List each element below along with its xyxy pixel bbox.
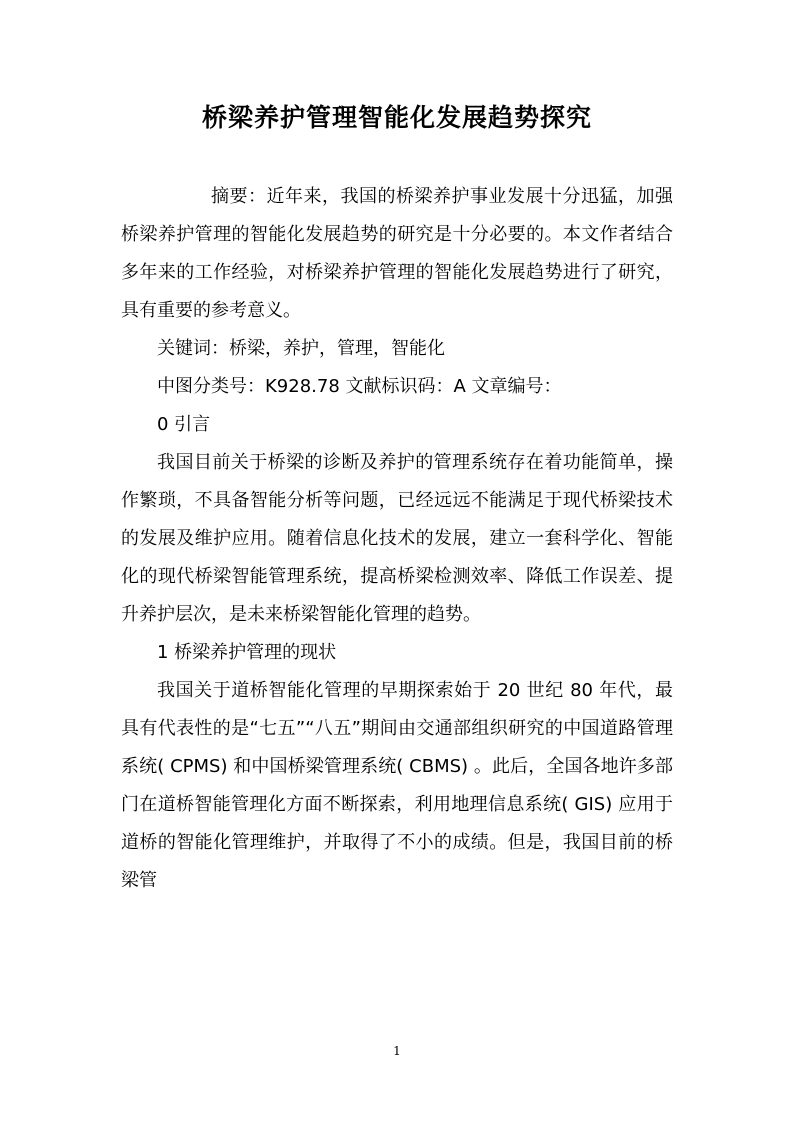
document-body: [121, 178, 673, 900]
section-heading-status: 1 桥梁养护管理的现状: [157, 642, 337, 663]
abstract-paragraph: 摘要：近年来，我国的桥梁养护事业发展十分迅猛，加强桥梁养护管理的智能化发展趋势的研究是十分必要的。本文作者结合多年来的工作经验，对桥梁养护管理的智能化发展趋势进行了研究，具有重要的参考意义。: [121, 186, 673, 321]
body-paragraph: 我国关于道桥智能化管理的早期探索始于 20 世纪 80 年代，最具有代表性的是“七五”“八五”期间由交通部组织研究的中国道路管理系统( CPMS) 和中国桥梁管理系统( CBMS) 。此后，全国各地许多部门在道桥智能管理化方面不断探索，利用地理信息系统( GIS) 应用于道桥的智能化管理维护，并取得了不小的成绩。但是，我国目前的桥梁管: [121, 680, 673, 891]
keywords-line: 关键词：桥梁，养护，管理，智能化: [157, 338, 445, 359]
document-title: 桥梁养护管理智能化发展趋势探究: [201, 103, 592, 132]
body-paragraph: 我国目前关于桥梁的诊断及养护的管理系统存在着功能简单，操作繁琐，不具备智能分析等问题，已经远远不能满足于现代桥梁技术的发展及维护应用。随着信息化技术的发展，建立一套科学化、智能化的现代桥梁智能管理系统，提高桥梁检测效率、降低工作误差、提升养护层次，是未来桥梁智能化管理的趋势。: [121, 452, 673, 625]
page-number: 1: [393, 1044, 401, 1058]
classification-line: 中图分类号：K928.78 文献标识码：A 文章编号：: [157, 376, 562, 397]
section-heading-intro: 0 引言: [157, 414, 211, 435]
